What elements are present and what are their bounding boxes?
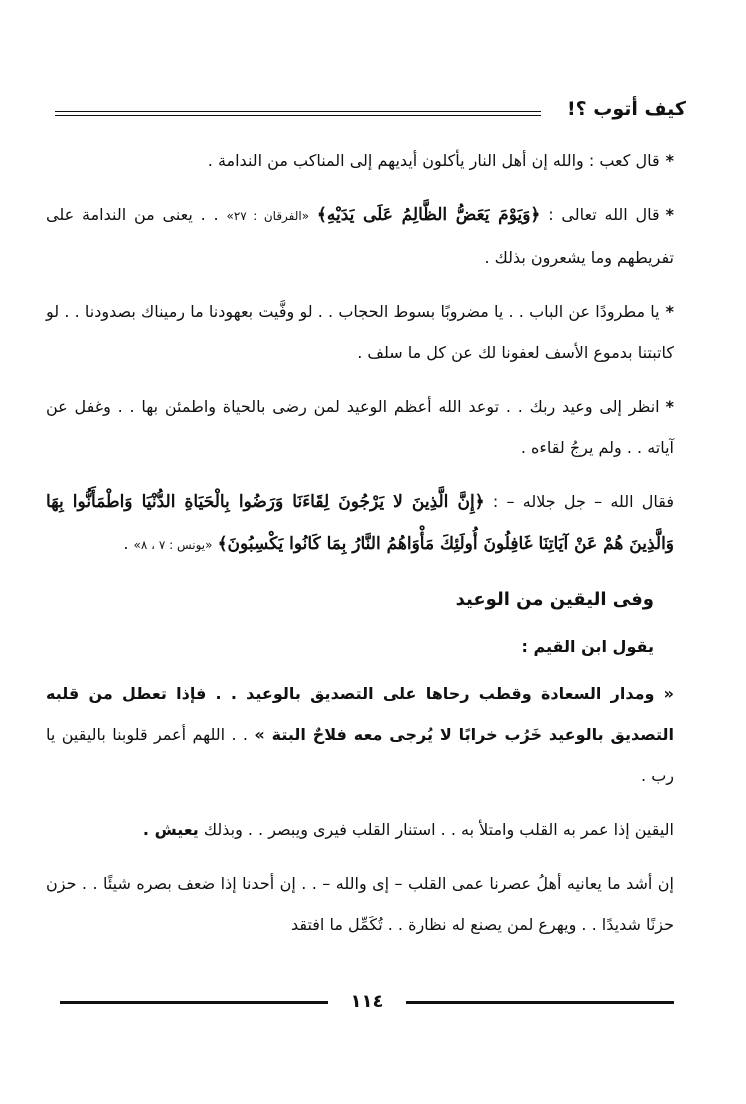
paragraph-text: قال كعب : والله إن أهل النار يأكلون أيديهم إلى المناكب من الندامة . [207, 151, 660, 170]
paragraph-ibn-qayyim-quote [46, 673, 674, 796]
paragraph-text: انظر إلى وعيد ربك . . توعد الله أعظم الوعيد لمن رضى بالحياة واطمئن بها . . وغفل عن آياته . . ولم يرجُ لقاءه . [46, 397, 674, 457]
page-body [46, 140, 674, 958]
paragraph-lead: فقال الله – جل جلاله – : [492, 492, 674, 511]
quran-verse: ﴿وَيَوْمَ يَعَضُّ الظَّالِمُ عَلَى يَدَيْهِ﴾ [316, 205, 541, 225]
paragraph-quran-yunus [46, 481, 674, 566]
section-subheading: يقول ابن القيم : [521, 637, 654, 656]
running-header-title: كيف أتوب ؟! [566, 98, 686, 120]
verse-reference: «يونس : ٧ ، ٨» [133, 538, 213, 552]
footer-rule-right [406, 1001, 674, 1004]
paragraph-waeed [46, 386, 674, 468]
running-header [55, 96, 686, 126]
paragraph-text: إن أشد ما يعانيه أهلُ عصرنا عمى القلب – إى والله – . . إن أحدنا إذا ضعف بصره شيئًا . . حزن حزنًا شديدًا . . ويهرع لمن يصنع له نظارة . . تُكَمِّل ما افتقد [46, 874, 674, 934]
bullet-star: * [665, 151, 674, 170]
quote-text: « ومدار السعادة وقطب رحاها على التصديق بالوعيد . . فإذا تعطل من قلبه التصديق بالوعيد خَرُب خرابًا لا يُرجى معه فلاحٌ البتة » [46, 684, 674, 744]
footer-rule-left [60, 1001, 328, 1004]
verse-reference: «الفرقان : ٢٧» [226, 209, 310, 223]
paragraph-text: . . يعنى من الندامة على تفريطهم وما يشعرون بذلك . [46, 205, 674, 267]
page-footer [60, 988, 674, 1018]
paragraph-matrood [46, 291, 674, 373]
paragraph-lead: قال الله تعالى : [548, 205, 660, 224]
paragraph-text: يا مطرودًا عن الباب . . يا مضروبًا بسوط الحجاب . . لو وفَّيت بعهودنا ما رميناك بصدودنا . . لو كاتبتنا بدموع الأسف لعفونا لك عن كل ما سلف . [46, 302, 674, 362]
paragraph-blindness [46, 863, 674, 945]
paragraph-yaqeen [46, 809, 674, 850]
paragraph-text-bold: يعيش . [142, 820, 199, 839]
bullet-star: * [665, 205, 675, 224]
paragraph-text: . . اللهم أعمر قلوبنا باليقين يا رب . [46, 725, 674, 785]
paragraph-kaab [46, 140, 674, 181]
paragraph-end: . [123, 534, 129, 553]
header-rule [55, 111, 541, 116]
page-number: ١١٤ [350, 991, 384, 1012]
paragraph-quran-furqan [46, 194, 674, 278]
bullet-star: * [665, 302, 674, 321]
bullet-star: * [665, 397, 674, 416]
section-heading: وفى اليقين من الوعيد [455, 589, 654, 610]
quran-verse: ﴿إِنَّ الَّذِينَ لا يَرْجُونَ لِقَاءَنَا وَرَضُوا بِالْحَيَاةِ الدُّنْيَا وَاطْمَأَنُّوا بِهَا وَالَّذِينَ هُمْ عَنْ آيَاتِنَا غَافِلُونَ أُولَئِكَ مَأْوَاهُمُ النَّارُ بِمَا كَانُوا يَكْسِبُونَ﴾ [46, 492, 674, 554]
paragraph-text: اليقين إذا عمر به القلب وامتلأ به . . استنار القلب فيرى ويبصر . . وبذلك [203, 820, 674, 839]
